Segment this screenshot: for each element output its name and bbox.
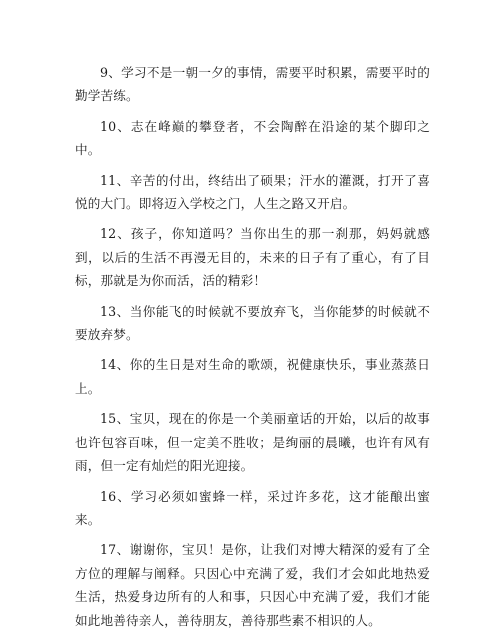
paragraph-15: 15、宝贝，现在的你是一个美丽童话的开始，以后的故事也许包容百味，但一定美不胜收；是绚丽的晨曦，也许有风有雨，但一定有灿烂的阳光迎接。 <box>75 411 430 474</box>
paragraph-9: 9、学习不是一朝一夕的事情，需要平时积累，需要平时的勤学苦练。 <box>75 65 430 104</box>
document-body <box>75 61 430 639</box>
paragraph-16: 16、学习必须如蜜蜂一样，采过许多花，这才能酿出蜜来。 <box>75 488 430 527</box>
paragraph-12: 12、孩子，你知道吗？当你出生的那一刹那，妈妈就感到，以后的生活不再漫无目的，未来的日子有了重心，有了目标，那就是为你而活，活的精彩！ <box>75 226 430 289</box>
paragraph-11: 11、辛苦的付出，终结出了硕果；汗水的灌溉，打开了喜悦的大门。即将迈入学校之门，人生之路又开启。 <box>75 172 430 212</box>
paragraph-13: 13、当你能飞的时候就不要放弃飞，当你能梦的时候就不要放弃梦。 <box>75 303 430 343</box>
paragraph-17: 17、谢谢你，宝贝！是你，让我们对博大精深的爱有了全方位的理解与阐释。只因心中充满了爱，我们才会如此地热爱生活，热爱身边所有的人和事，只因心中充满了爱，我们才能如此地善待亲人，善待朋友，善待那些素不相识的人。 <box>75 542 430 628</box>
paragraph-10: 10、志在峰巅的攀登者，不会陶醉在沿途的某个脚印之中。 <box>75 118 430 158</box>
paragraph-14: 14、你的生日是对生命的歌颂，祝健康快乐，事业蒸蒸日上。 <box>75 357 430 396</box>
